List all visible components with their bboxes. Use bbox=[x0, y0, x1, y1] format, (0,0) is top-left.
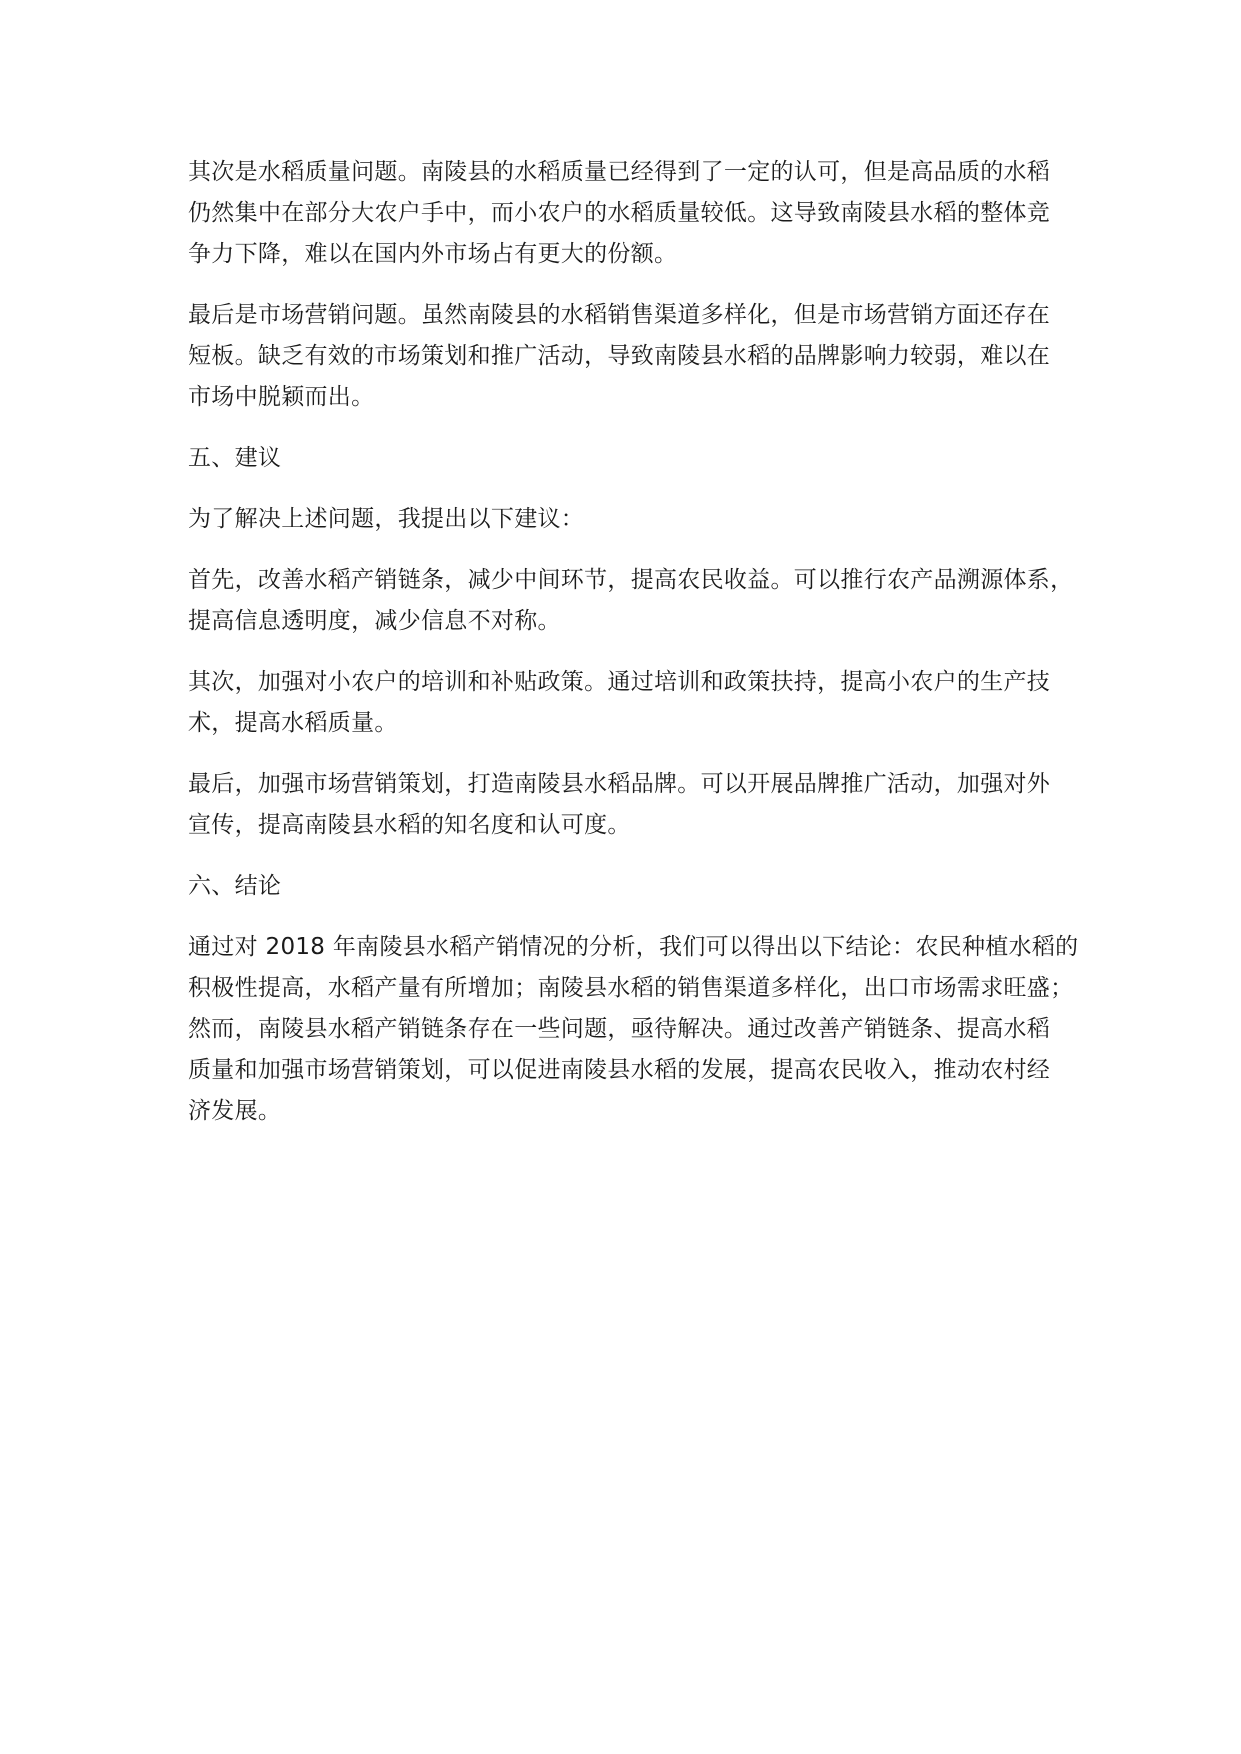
text-line: 提高信息透明度，减少信息不对称。 bbox=[188, 608, 561, 634]
section-heading-conclusion: 六、结论 bbox=[188, 873, 282, 899]
text-line: 其次，加强对小农户的培训和补贴政策。通过培训和政策扶持，提高小农户的生产技 bbox=[188, 669, 1051, 695]
text-line: 首先，改善水稻产销链条，减少中间环节，提高农民收益。可以推行农产品溯源体系， bbox=[188, 567, 1074, 593]
paragraph-conclusion bbox=[188, 927, 1079, 1132]
paragraph-suggestion-second bbox=[188, 662, 1058, 744]
paragraph-suggestion-first bbox=[188, 560, 1074, 642]
text-line: 为了解决上述问题，我提出以下建议： bbox=[188, 506, 585, 532]
text-line: 质量和加强市场营销策划，可以促进南陵县水稻的发展，提高农民收入，推动农村经 bbox=[188, 1057, 1051, 1083]
text-line: 积极性提高，水稻产量有所增加；南陵县水稻的销售渠道多样化，出口市场需求旺盛； bbox=[188, 975, 1074, 1001]
text-line: 其次是水稻质量问题。南陵县的水稻质量已经得到了一定的认可，但是高品质的水稻 bbox=[188, 159, 1051, 185]
text-line: 通过对 2018 年南陵县水稻产销情况的分析，我们可以得出以下结论：农民种植水稻的 bbox=[188, 934, 1079, 960]
paragraph-quality-issue bbox=[188, 152, 1058, 275]
text-line: 宣传，提高南陵县水稻的知名度和认可度。 bbox=[188, 812, 631, 838]
document-body bbox=[188, 152, 1079, 1152]
text-line: 济发展。 bbox=[188, 1098, 282, 1124]
text-line: 市场中脱颖而出。 bbox=[188, 384, 375, 410]
text-line: 最后是市场营销问题。虽然南陵县的水稻销售渠道多样化，但是市场营销方面还存在 bbox=[188, 302, 1051, 328]
paragraph-suggestion-last bbox=[188, 764, 1058, 846]
text-line: 仍然集中在部分大农户手中，而小农户的水稻质量较低。这导致南陵县水稻的整体竞 bbox=[188, 200, 1051, 226]
text-line: 最后，加强市场营销策划，打造南陵县水稻品牌。可以开展品牌推广活动，加强对外 bbox=[188, 771, 1051, 797]
text-line: 短板。缺乏有效的市场策划和推广活动，导致南陵县水稻的品牌影响力较弱，难以在 bbox=[188, 343, 1051, 369]
paragraph-marketing-issue bbox=[188, 295, 1058, 418]
text-line: 争力下降，难以在国内外市场占有更大的份额。 bbox=[188, 241, 678, 267]
text-line: 然而，南陵县水稻产销链条存在一些问题，亟待解决。通过改善产销链条、提高水稻 bbox=[188, 1016, 1051, 1042]
section-heading-suggestions: 五、建议 bbox=[188, 445, 282, 471]
paragraph-suggestions-intro bbox=[188, 499, 1058, 540]
text-line: 术，提高水稻质量。 bbox=[188, 710, 398, 736]
